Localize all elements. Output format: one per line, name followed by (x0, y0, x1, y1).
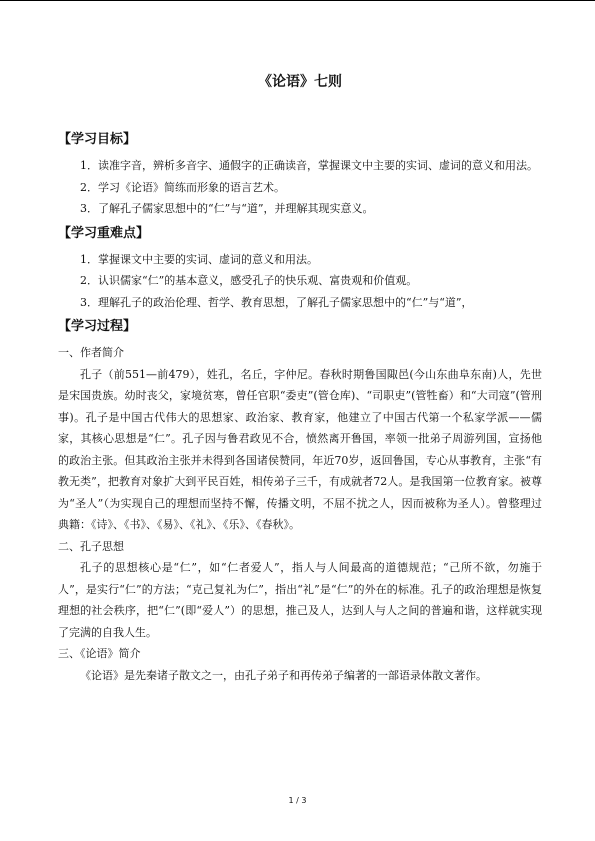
goals-heading: 【学习目标】 (58, 132, 137, 147)
author-intro-title: 一、作者简介 (58, 346, 124, 359)
keypoint-item-2: 2．认识儒家“仁”的基本意义，感受孔子的快乐观、富贵观和价值观。 (80, 274, 418, 287)
keypoints-heading: 【学习重难点】 (58, 225, 150, 241)
goal-item-3: 3．了解孔子儒家思想中的“仁”与“道”，并理解其现实意义。 (80, 202, 374, 215)
analects-intro-body: 《论语》是先秦诸子散文之一，由孔子弟子和再传弟子编著的一部语录体散文著作。 (80, 668, 487, 682)
confucius-thought-title: 二、孔子思想 (58, 539, 124, 553)
document-title: 《论语》七则 (258, 74, 342, 90)
goal-item-2: 2．学习《论语》简练而形象的语言艺术。 (80, 180, 285, 194)
keypoint-item-1: 1．掌握课文中主要的实词、虚词的意义和用法。 (80, 252, 318, 266)
process-heading: 【学习过程】 (58, 319, 137, 334)
confucius-thought-body: 孔子的思想核心是“仁”，如“仁者爱人”，指人与人间最高的道德规范；“己所不欲，勿施于人”，是实行“仁”的方法；“克己复礼为仁”，指出“礼”是“仁”的外在的标准。孔子的政治理想是恢复理想的社会秩序，把“仁”(即“爱人”）的思想，推己及人，达到人与人之间的普遍和谐，这样就实现了完满的自我人生。 (58, 561, 542, 639)
page-top-border (0, 0, 595, 1)
analects-intro-title: 三、《论语》简介 (58, 647, 141, 660)
author-intro-body: 孔子（前551—前479），姓孔，名丘，字仲尼。春秋时期鲁国陬邑(今山东曲阜东南)人，先世是宋国贵族。幼时丧父，家境贫寒，曾任官职“委吏”(管仓库)、“司职吏”(管牲畜）和“大司寇”(管刑事)。孔子是中国古代伟大的思想家、政治家、教育家，他建立了中国古代第一个私家学派——儒家，其核心思想是“仁”。孔子因与鲁君政见不合，愤然离开鲁国，率领一批弟子周游列国，宣扬他的政治主张。但其政治主张并未得到各国诸侯赞同，年近70岁，返回鲁国，专心从事教育，主张“有教无类”，把教育对象扩大到平民百姓，相传弟子三千，有成就者72人。是我国第一位教育家。被尊为“圣人”（为实现自己的理想而坚持不懈，传播文明，不屈不扰之人，因而被称为圣人）。曾整理过典籍：《诗》、《书》、《易》、《礼》、《乐》、《春秋》。 (58, 367, 542, 531)
goal-item-1: 1．读准字音，辨析多音字、通假字的正确读音，掌握课文中主要的实词、虚词的意义和用法。 (80, 159, 538, 172)
document-body (58, 72, 542, 686)
keypoint-item-3: 3．理解孔子的政治伦理、哲学、教育思想，了解孔子儒家思想中的“仁”与“道”， (80, 295, 473, 309)
page-number: 1 / 3 (288, 796, 307, 805)
